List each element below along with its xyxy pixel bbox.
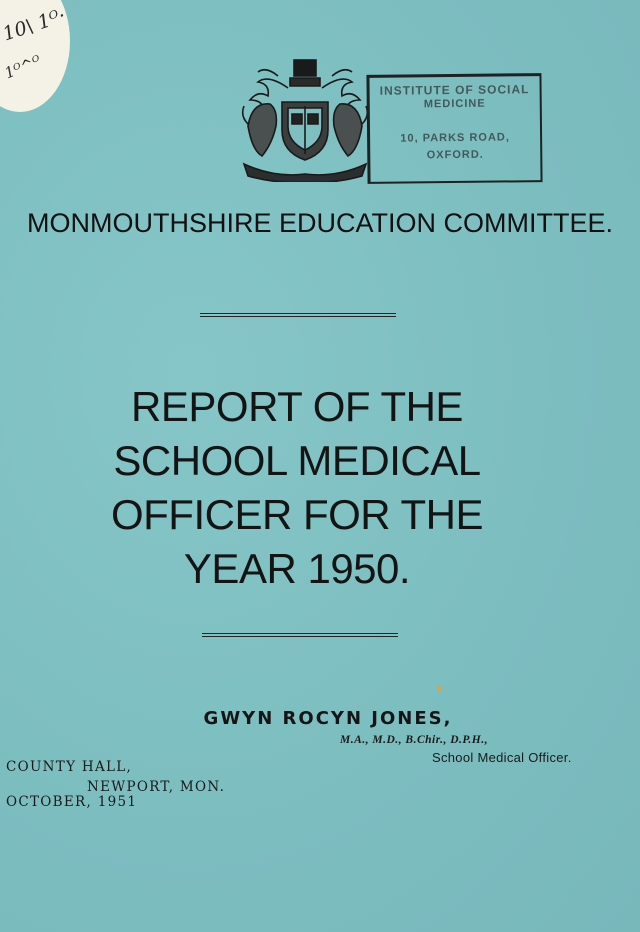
committee-heading: MONMOUTHSHIRE EDUCATION COMMITTEE. [27,208,613,238]
author-role: School Medical Officer. [432,750,572,765]
address-date: OCTOBER, 1951 [6,794,138,810]
title-line: YEAR 1950. [183,545,411,592]
divider [200,313,396,317]
author-name: GWYN ROCYN JONES, [203,708,453,729]
title-line: REPORT OF THE [131,383,463,430]
ink-spot [437,685,442,692]
handwritten-note: 10\ 1ᴼ· [0,4,69,46]
coat-of-arms-emblem [238,56,372,182]
stamp-line: 10, PARKS ROAD, [400,131,510,145]
title-line: OFFICER FOR THE [110,491,484,538]
stamp-line: INSTITUTE OF SOCIAL [379,82,530,98]
address-line: NEWPORT, MON. [87,779,226,795]
report-title [0,380,594,596]
title-line: SCHOOL MEDICAL [113,437,481,484]
library-stamp [366,73,542,184]
divider [202,633,398,637]
stamp-line: OXFORD. [426,148,484,162]
author-degrees: M.A., M.D., B.Chir., D.P.H., [340,734,488,746]
stamp-line: MEDICINE [423,97,486,111]
handwritten-note: 1ᴼ^ᴼ [1,51,44,83]
address-line: COUNTY HALL, [6,759,133,775]
